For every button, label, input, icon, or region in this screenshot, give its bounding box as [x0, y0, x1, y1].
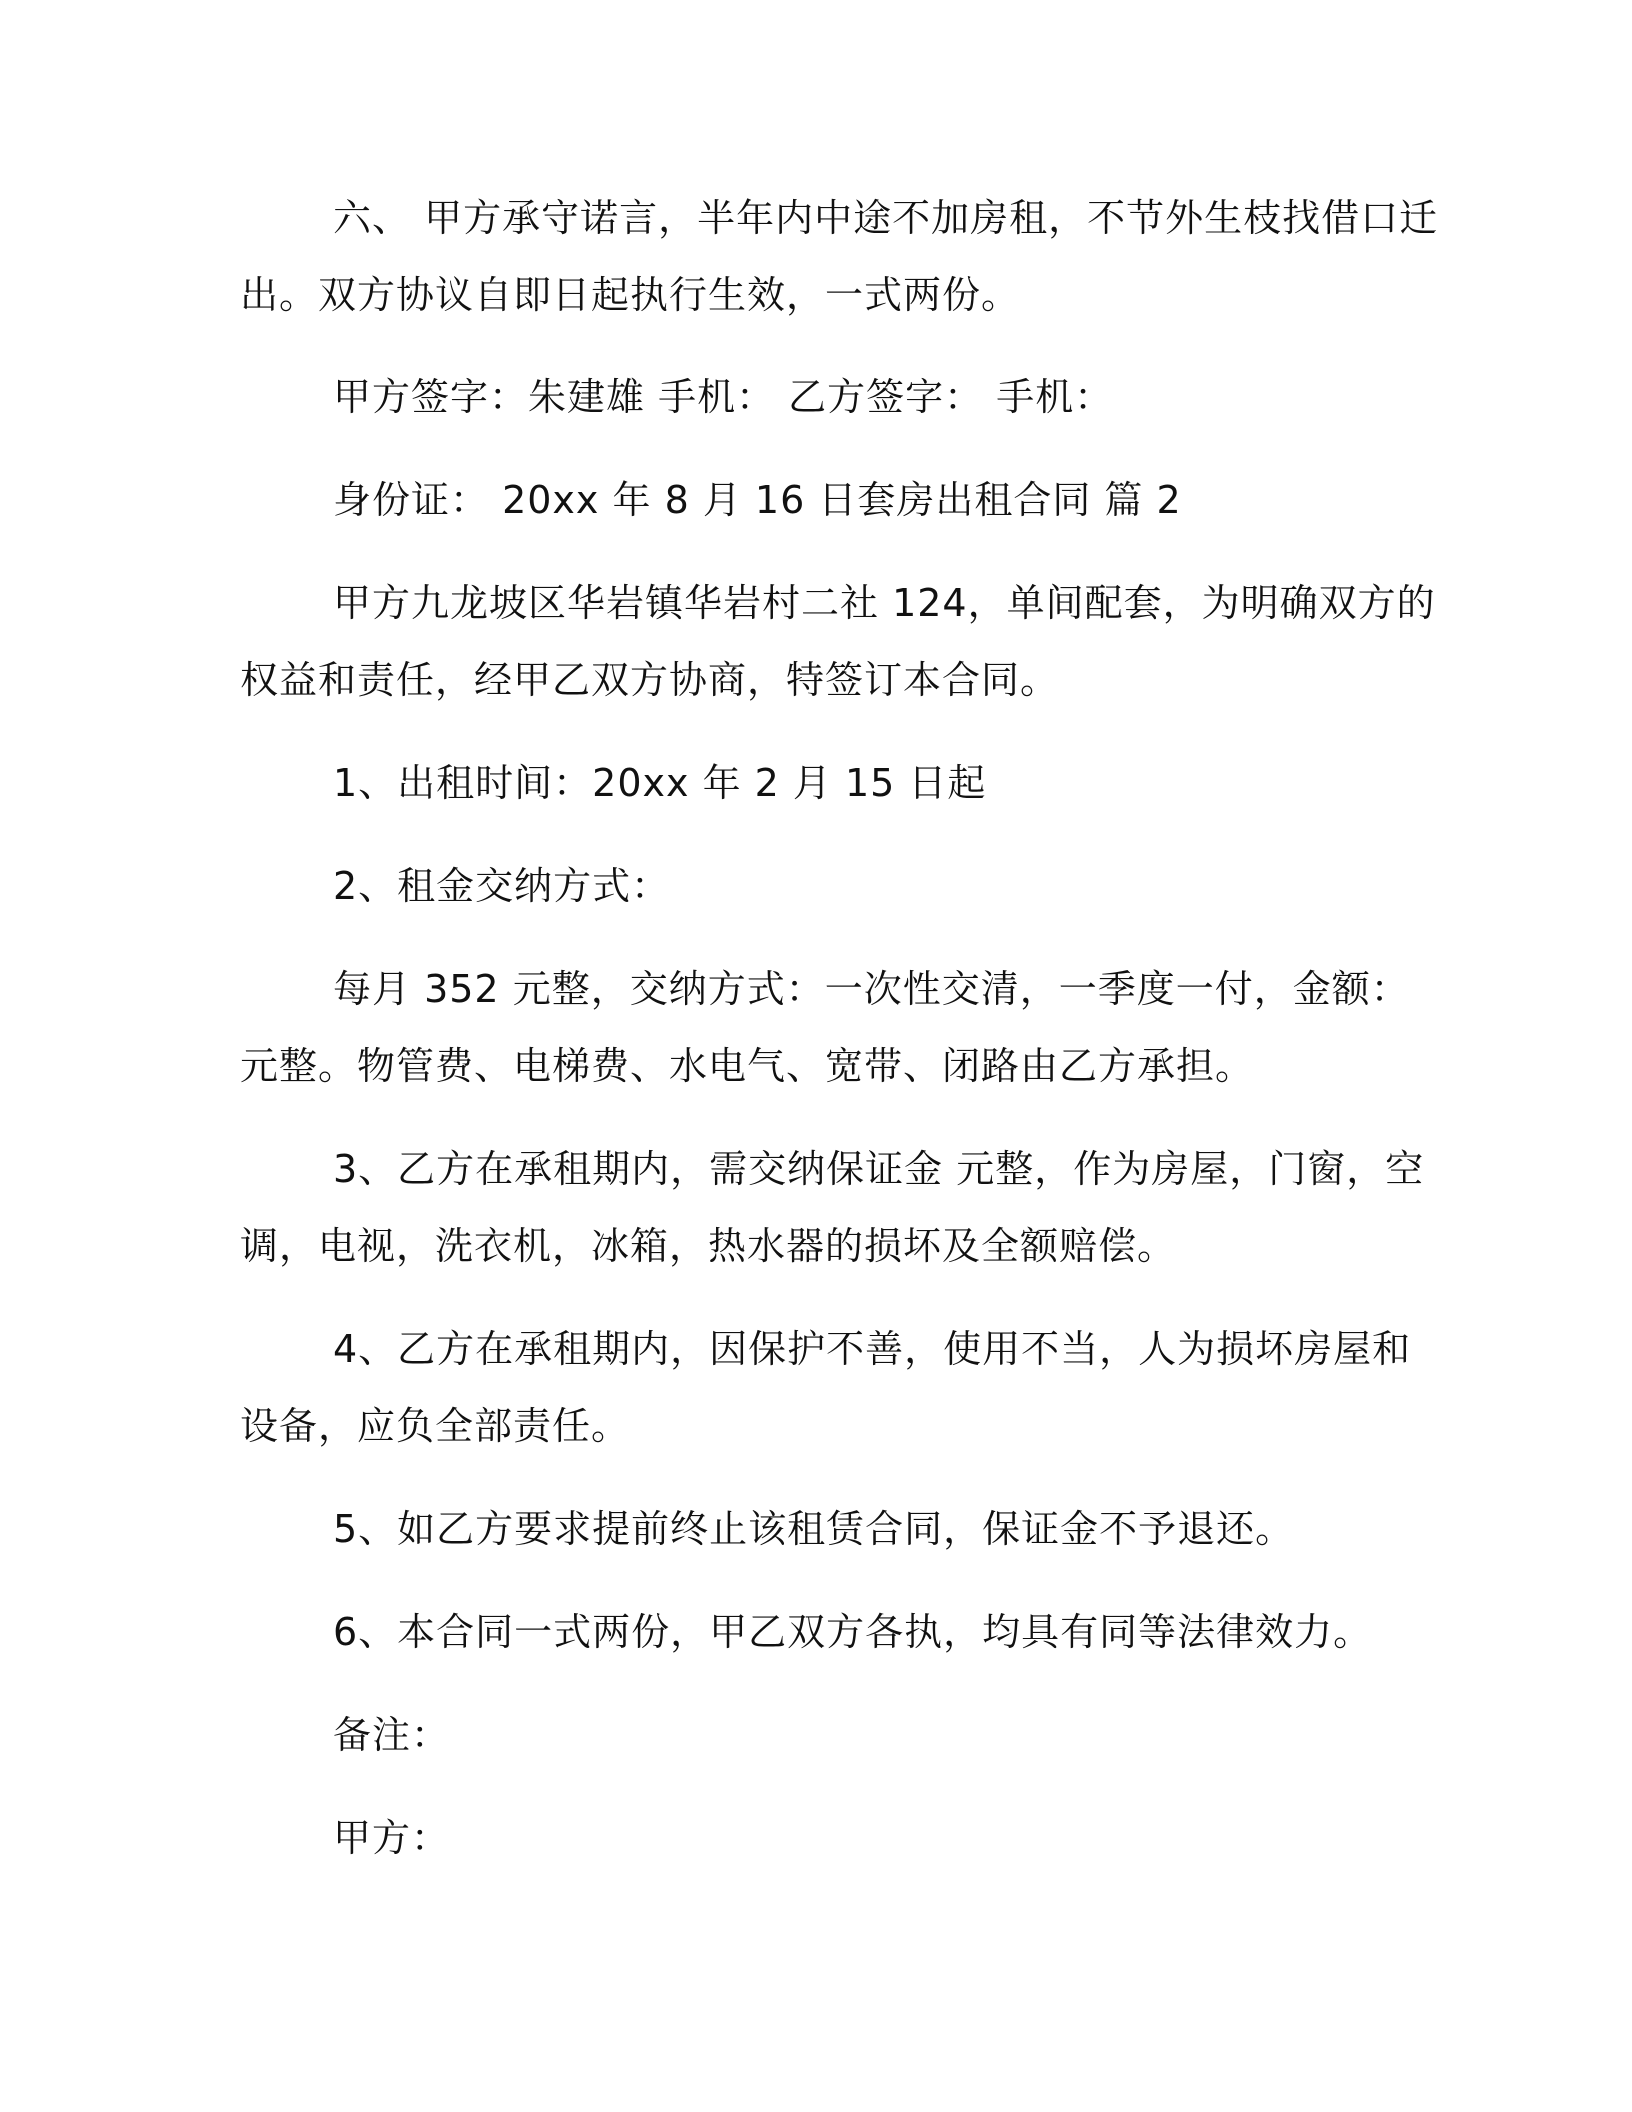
remark-label: 备注： [333, 1713, 451, 1757]
clause-4-line-1: 4、乙方在承租期内，因保护不善，使用不当，人为损坏房屋和 [333, 1327, 1412, 1371]
clause-4-line-2: 设备，应负全部责任。 [240, 1404, 631, 1448]
clause-6: 6、本合同一式两份，甲乙双方各执，均具有同等法律效力。 [333, 1610, 1373, 1654]
intro-line-2: 权益和责任，经甲乙双方协商，特签订本合同。 [240, 658, 1060, 702]
id-and-contract-title-line: 身份证： 20xx 年 8 月 16 日套房出租合同 篇 2 [333, 478, 1182, 522]
clause-1: 1、出租时间：20xx 年 2 月 15 日起 [333, 761, 987, 805]
clause-six-line-1: 六、 甲方承守诺言，半年内中途不加房租，不节外生枝找借口迁 [333, 196, 1439, 240]
intro-line-1: 甲方九龙坡区华岩镇华岩村二社 124，单间配套，为明确双方的 [333, 581, 1436, 625]
clause-3-line-1: 3、乙方在承租期内，需交纳保证金 元整，作为房屋，门窗，空 [333, 1147, 1425, 1191]
clause-2: 2、租金交纳方式： [333, 864, 671, 908]
clause-six-line-2: 出。双方协议自即日起执行生效，一式两份。 [240, 273, 1021, 317]
clause-5: 5、如乙方要求提前终止该租赁合同，保证金不予退还。 [333, 1507, 1295, 1551]
rent-line-2: 元整。物管费、电梯费、水电气、宽带、闭路由乙方承担。 [240, 1044, 1255, 1088]
signature-line: 甲方签字：朱建雄 手机： 乙方签字： 手机： [333, 375, 1114, 419]
party-a-label: 甲方： [333, 1816, 451, 1860]
clause-3-line-2: 调，电视，洗衣机，冰箱，热水器的损坏及全额赔偿。 [240, 1224, 1177, 1268]
rent-line-1: 每月 352 元整，交纳方式：一次性交清，一季度一付，金额： [333, 967, 1410, 1011]
